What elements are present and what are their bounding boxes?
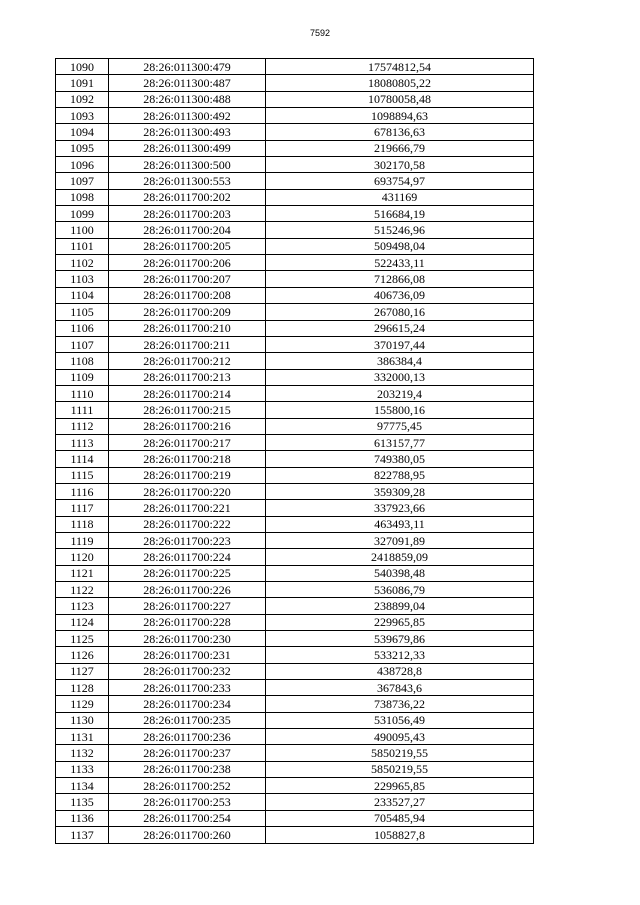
value-cell: 2418859,09 xyxy=(266,549,534,565)
table-row xyxy=(56,729,534,745)
cadastral-number-cell: 28:26:011700:235 xyxy=(109,712,266,728)
cadastral-number-cell: 28:26:011300:553 xyxy=(109,173,266,189)
row-number-cell: 1113 xyxy=(56,434,109,450)
value-cell: 327091,89 xyxy=(266,532,534,548)
table-row xyxy=(56,663,534,679)
table-row xyxy=(56,124,534,140)
row-number-cell: 1120 xyxy=(56,549,109,565)
cadastral-number-cell: 28:26:011700:214 xyxy=(109,385,266,401)
row-number-cell: 1096 xyxy=(56,157,109,173)
table-row xyxy=(56,696,534,712)
table-row xyxy=(56,565,534,581)
cadastral-number-cell: 28:26:011700:234 xyxy=(109,696,266,712)
cadastral-number-cell: 28:26:011700:212 xyxy=(109,353,266,369)
cadastral-number-cell: 28:26:011700:238 xyxy=(109,761,266,777)
value-cell: 738736,22 xyxy=(266,696,534,712)
table-row xyxy=(56,238,534,254)
row-number-cell: 1128 xyxy=(56,680,109,696)
cadastral-number-cell: 28:26:011700:222 xyxy=(109,516,266,532)
row-number-cell: 1092 xyxy=(56,91,109,107)
cadastral-number-cell: 28:26:011300:499 xyxy=(109,140,266,156)
cadastral-number-cell: 28:26:011700:225 xyxy=(109,565,266,581)
table-row xyxy=(56,157,534,173)
table-row xyxy=(56,451,534,467)
cadastral-number-cell: 28:26:011700:210 xyxy=(109,320,266,336)
value-cell: 233527,27 xyxy=(266,794,534,810)
value-cell: 5850219,55 xyxy=(266,761,534,777)
row-number-cell: 1137 xyxy=(56,827,109,843)
value-cell: 406736,09 xyxy=(266,287,534,303)
row-number-cell: 1132 xyxy=(56,745,109,761)
row-number-cell: 1106 xyxy=(56,320,109,336)
table-row xyxy=(56,631,534,647)
cadastral-number-cell: 28:26:011700:226 xyxy=(109,582,266,598)
value-cell: 613157,77 xyxy=(266,434,534,450)
cadastral-number-cell: 28:26:011700:202 xyxy=(109,189,266,205)
row-number-cell: 1135 xyxy=(56,794,109,810)
cadastral-number-cell: 28:26:011700:211 xyxy=(109,336,266,352)
table-row xyxy=(56,483,534,499)
value-cell: 490095,43 xyxy=(266,729,534,745)
value-cell: 539679,86 xyxy=(266,631,534,647)
cadastral-number-cell: 28:26:011700:217 xyxy=(109,434,266,450)
page-number: 7592 xyxy=(309,28,331,38)
row-number-cell: 1105 xyxy=(56,304,109,320)
cadastral-number-cell: 28:26:011700:221 xyxy=(109,500,266,516)
cadastral-number-cell: 28:26:011700:227 xyxy=(109,598,266,614)
table-row xyxy=(56,140,534,156)
cadastral-number-cell: 28:26:011700:213 xyxy=(109,369,266,385)
cadastral-number-cell: 28:26:011700:232 xyxy=(109,663,266,679)
cadastral-number-cell: 28:26:011700:254 xyxy=(109,810,266,826)
table-row xyxy=(56,189,534,205)
row-number-cell: 1090 xyxy=(56,59,109,75)
table-row xyxy=(56,500,534,516)
value-cell: 10780058,48 xyxy=(266,91,534,107)
value-cell: 296615,24 xyxy=(266,320,534,336)
table-row xyxy=(56,385,534,401)
table-row xyxy=(56,173,534,189)
row-number-cell: 1124 xyxy=(56,614,109,630)
data-table xyxy=(55,58,534,844)
table-row xyxy=(56,418,534,434)
cadastral-number-cell: 28:26:011700:204 xyxy=(109,222,266,238)
cadastral-number-cell: 28:26:011700:233 xyxy=(109,680,266,696)
row-number-cell: 1116 xyxy=(56,483,109,499)
value-cell: 1098894,63 xyxy=(266,108,534,124)
row-number-cell: 1123 xyxy=(56,598,109,614)
table-row xyxy=(56,369,534,385)
value-cell: 438728,8 xyxy=(266,663,534,679)
row-number-cell: 1117 xyxy=(56,500,109,516)
row-number-cell: 1136 xyxy=(56,810,109,826)
table-row xyxy=(56,59,534,75)
row-number-cell: 1133 xyxy=(56,761,109,777)
row-number-cell: 1093 xyxy=(56,108,109,124)
table-row xyxy=(56,91,534,107)
value-cell: 219666,79 xyxy=(266,140,534,156)
value-cell: 229965,85 xyxy=(266,778,534,794)
value-cell: 431169 xyxy=(266,189,534,205)
row-number-cell: 1112 xyxy=(56,418,109,434)
row-number-cell: 1129 xyxy=(56,696,109,712)
value-cell: 509498,04 xyxy=(266,238,534,254)
table-row xyxy=(56,206,534,222)
cadastral-number-cell: 28:26:011700:230 xyxy=(109,631,266,647)
table-row xyxy=(56,582,534,598)
row-number-cell: 1134 xyxy=(56,778,109,794)
cadastral-number-cell: 28:26:011700:216 xyxy=(109,418,266,434)
value-cell: 267080,16 xyxy=(266,304,534,320)
table-row xyxy=(56,778,534,794)
row-number-cell: 1125 xyxy=(56,631,109,647)
row-number-cell: 1111 xyxy=(56,402,109,418)
row-number-cell: 1119 xyxy=(56,532,109,548)
table-row xyxy=(56,647,534,663)
row-number-cell: 1127 xyxy=(56,663,109,679)
table-row xyxy=(56,108,534,124)
value-cell: 533212,33 xyxy=(266,647,534,663)
table-row xyxy=(56,549,534,565)
row-number-cell: 1095 xyxy=(56,140,109,156)
value-cell: 705485,94 xyxy=(266,810,534,826)
value-cell: 367843,6 xyxy=(266,680,534,696)
cadastral-number-cell: 28:26:011700:215 xyxy=(109,402,266,418)
row-number-cell: 1114 xyxy=(56,451,109,467)
row-number-cell: 1107 xyxy=(56,336,109,352)
cadastral-number-cell: 28:26:011300:487 xyxy=(109,75,266,91)
row-number-cell: 1115 xyxy=(56,467,109,483)
value-cell: 678136,63 xyxy=(266,124,534,140)
table-row xyxy=(56,532,534,548)
cadastral-number-cell: 28:26:011700:208 xyxy=(109,287,266,303)
value-cell: 238899,04 xyxy=(266,598,534,614)
value-cell: 18080805,22 xyxy=(266,75,534,91)
table-row xyxy=(56,434,534,450)
row-number-cell: 1109 xyxy=(56,369,109,385)
table-row xyxy=(56,287,534,303)
value-cell: 822788,95 xyxy=(266,467,534,483)
value-cell: 359309,28 xyxy=(266,483,534,499)
cadastral-number-cell: 28:26:011300:479 xyxy=(109,59,266,75)
cadastral-number-cell: 28:26:011700:231 xyxy=(109,647,266,663)
table-row xyxy=(56,255,534,271)
table-row xyxy=(56,598,534,614)
row-number-cell: 1094 xyxy=(56,124,109,140)
table-row xyxy=(56,304,534,320)
row-number-cell: 1104 xyxy=(56,287,109,303)
row-number-cell: 1091 xyxy=(56,75,109,91)
row-number-cell: 1098 xyxy=(56,189,109,205)
value-cell: 370197,44 xyxy=(266,336,534,352)
row-number-cell: 1101 xyxy=(56,238,109,254)
cadastral-number-cell: 28:26:011700:219 xyxy=(109,467,266,483)
row-number-cell: 1102 xyxy=(56,255,109,271)
value-cell: 229965,85 xyxy=(266,614,534,630)
row-number-cell: 1131 xyxy=(56,729,109,745)
row-number-cell: 1122 xyxy=(56,582,109,598)
value-cell: 693754,97 xyxy=(266,173,534,189)
value-cell: 386384,4 xyxy=(266,353,534,369)
value-cell: 203219,4 xyxy=(266,385,534,401)
table-row xyxy=(56,680,534,696)
value-cell: 516684,19 xyxy=(266,206,534,222)
cadastral-number-cell: 28:26:011700:224 xyxy=(109,549,266,565)
value-cell: 522433,11 xyxy=(266,255,534,271)
value-cell: 332000,13 xyxy=(266,369,534,385)
value-cell: 712866,08 xyxy=(266,271,534,287)
row-number-cell: 1100 xyxy=(56,222,109,238)
cadastral-number-cell: 28:26:011300:500 xyxy=(109,157,266,173)
table-row xyxy=(56,614,534,630)
table-row xyxy=(56,271,534,287)
row-number-cell: 1103 xyxy=(56,271,109,287)
row-number-cell: 1110 xyxy=(56,385,109,401)
table-row xyxy=(56,75,534,91)
value-cell: 463493,11 xyxy=(266,516,534,532)
table-row xyxy=(56,516,534,532)
row-number-cell: 1118 xyxy=(56,516,109,532)
cadastral-number-cell: 28:26:011700:252 xyxy=(109,778,266,794)
cadastral-number-cell: 28:26:011700:236 xyxy=(109,729,266,745)
table-row xyxy=(56,712,534,728)
row-number-cell: 1097 xyxy=(56,173,109,189)
value-cell: 515246,96 xyxy=(266,222,534,238)
value-cell: 5850219,55 xyxy=(266,745,534,761)
table-row xyxy=(56,745,534,761)
value-cell: 1058827,8 xyxy=(266,827,534,843)
row-number-cell: 1108 xyxy=(56,353,109,369)
table-row xyxy=(56,222,534,238)
table-row xyxy=(56,336,534,352)
value-cell: 17574812,54 xyxy=(266,59,534,75)
value-cell: 97775,45 xyxy=(266,418,534,434)
cadastral-number-cell: 28:26:011300:488 xyxy=(109,91,266,107)
cadastral-number-cell: 28:26:011700:206 xyxy=(109,255,266,271)
row-number-cell: 1121 xyxy=(56,565,109,581)
cadastral-number-cell: 28:26:011700:260 xyxy=(109,827,266,843)
value-cell: 337923,66 xyxy=(266,500,534,516)
row-number-cell: 1130 xyxy=(56,712,109,728)
cadastral-number-cell: 28:26:011700:220 xyxy=(109,483,266,499)
table-row xyxy=(56,402,534,418)
cadastral-number-cell: 28:26:011700:209 xyxy=(109,304,266,320)
value-cell: 536086,79 xyxy=(266,582,534,598)
value-cell: 749380,05 xyxy=(266,451,534,467)
value-cell: 155800,16 xyxy=(266,402,534,418)
table-row xyxy=(56,810,534,826)
cadastral-number-cell: 28:26:011300:493 xyxy=(109,124,266,140)
table-body xyxy=(56,59,534,844)
table-row xyxy=(56,794,534,810)
cadastral-number-cell: 28:26:011700:253 xyxy=(109,794,266,810)
table-row xyxy=(56,353,534,369)
row-number-cell: 1126 xyxy=(56,647,109,663)
cadastral-number-cell: 28:26:011700:203 xyxy=(109,206,266,222)
value-cell: 540398,48 xyxy=(266,565,534,581)
table-row xyxy=(56,467,534,483)
table-row xyxy=(56,761,534,777)
row-number-cell: 1099 xyxy=(56,206,109,222)
cadastral-number-cell: 28:26:011300:492 xyxy=(109,108,266,124)
value-cell: 531056,49 xyxy=(266,712,534,728)
cadastral-number-cell: 28:26:011700:223 xyxy=(109,532,266,548)
cadastral-number-cell: 28:26:011700:237 xyxy=(109,745,266,761)
table-row xyxy=(56,827,534,843)
cadastral-number-cell: 28:26:011700:228 xyxy=(109,614,266,630)
cadastral-number-cell: 28:26:011700:218 xyxy=(109,451,266,467)
cadastral-number-cell: 28:26:011700:207 xyxy=(109,271,266,287)
value-cell: 302170,58 xyxy=(266,157,534,173)
cadastral-number-cell: 28:26:011700:205 xyxy=(109,238,266,254)
table-row xyxy=(56,320,534,336)
